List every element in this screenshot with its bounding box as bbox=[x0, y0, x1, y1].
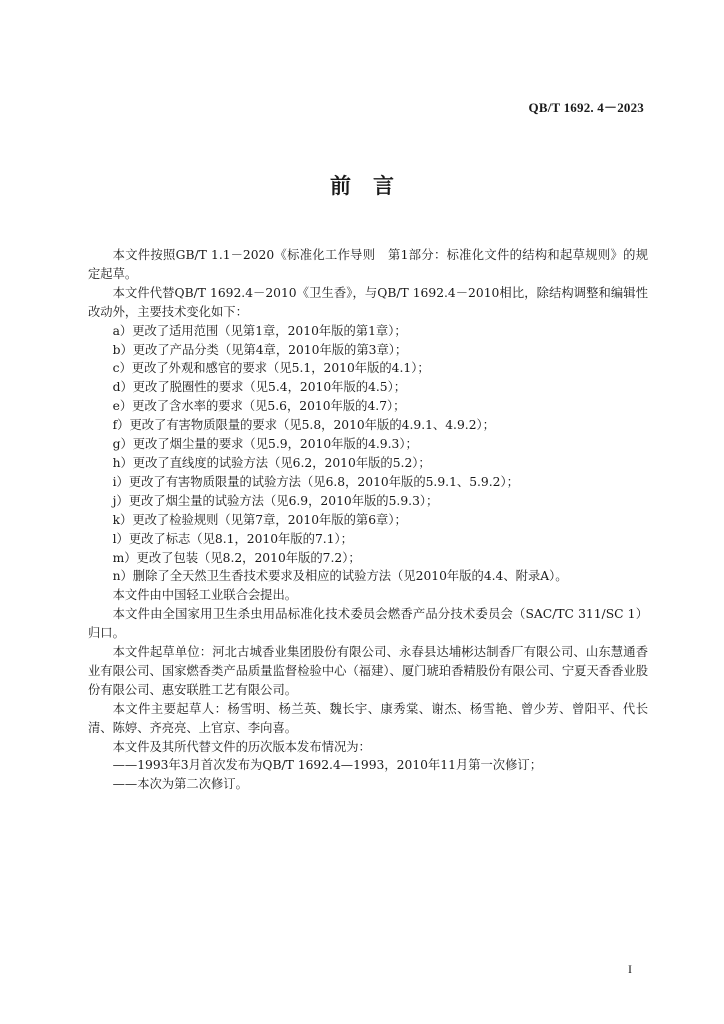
standard-code: QB/T 1692. 4－2023 bbox=[528, 100, 644, 115]
change-item: k）更改了检验规则（见第7章，2010年版的第6章）； bbox=[112, 512, 407, 527]
paragraph-history-intro: 本文件及其所代替文件的历次版本发布情况为： bbox=[112, 739, 371, 754]
change-item: c）更改了外观和感官的要求（见5.1，2010年版的4.1）； bbox=[112, 361, 430, 376]
change-item: a）更改了适用范围（见第1章，2010年版的第1章）； bbox=[112, 323, 407, 338]
paragraph-replacement: 本文件代替QB/T 1692.4－2010《卫生香》，与QB/T 1692.4－2010相比，除结构调整和编辑性改动外，主要技术变化如下： bbox=[88, 285, 648, 319]
page-number: I bbox=[628, 962, 632, 976]
change-item: d）更改了脱圈性的要求（见5.4，2010年版的4.5）； bbox=[112, 380, 407, 395]
paragraph-drafting-basis: 本文件按照GB/T 1.1－2020《标准化工作导则 第1部分：标准化文件的结构和起草规则》的规定起草。 bbox=[88, 248, 648, 281]
history-item: ——本次为第二次修订。 bbox=[112, 777, 248, 792]
change-item: n）删除了全天然卫生香技术要求及相应的试验方法（见2010年版的4.4、附录A）。 bbox=[112, 569, 568, 584]
change-item: b）更改了产品分类（见第4章，2010年版的第3章）； bbox=[112, 342, 408, 357]
paragraph-centralized-by: 本文件由全国家用卫生杀虫用品标准化技术委员会燃香产品分技术委员会（SAC/TC 311/SC 1）归口。 bbox=[88, 607, 648, 641]
document-body bbox=[88, 246, 648, 794]
history-item: ——1993年3月首次发布为QB/T 1692.4—1993，2010年11月第一次修订； bbox=[112, 758, 542, 773]
page-title: 前言 bbox=[330, 174, 416, 198]
change-item: h）更改了直线度的试验方法（见6.2，2010年版的5.2）； bbox=[112, 455, 431, 470]
change-item: g）更改了烟尘量的要求（见5.9，2010年版的4.9.3）； bbox=[112, 437, 418, 452]
paragraph-drafting-units: 本文件起草单位：河北古城香业集团股份有限公司、永春县达埔彬达制香厂有限公司、山东慧通香业有限公司、国家燃香类产品质量监督检验中心（福建）、厦门琥珀香精股份有限公司、宁夏天香香业股份有限公司、惠安联胜工艺有限公司。 bbox=[88, 645, 648, 697]
change-item: j）更改了烟尘量的试验方法（见6.9，2010年版的5.9.3）； bbox=[112, 493, 439, 508]
paragraph-proposed-by: 本文件由中国轻工业联合会提出。 bbox=[112, 588, 298, 603]
change-item: m）更改了包装（见8.2，2010年版的7.2）； bbox=[112, 550, 361, 565]
change-item: e）更改了含水率的要求（见5.6，2010年版的4.7）； bbox=[112, 399, 406, 414]
change-item: f）更改了有害物质限量的要求（见5.8，2010年版的4.9.1、4.9.2）； bbox=[112, 418, 495, 433]
change-item: l）更改了标志（见8.1，2010年版的7.1）； bbox=[112, 531, 353, 546]
change-item: i）更改了有害物质限量的试验方法（见6.8，2010年版的5.9.1、5.9.2）； bbox=[112, 474, 519, 489]
paragraph-drafters: 本文件主要起草人：杨雪明、杨兰英、魏长宇、康秀棠、谢杰、杨雪艳、曾少芳、曾阳平、代长清、陈婷、齐亮亮、上官京、李向喜。 bbox=[88, 701, 648, 735]
